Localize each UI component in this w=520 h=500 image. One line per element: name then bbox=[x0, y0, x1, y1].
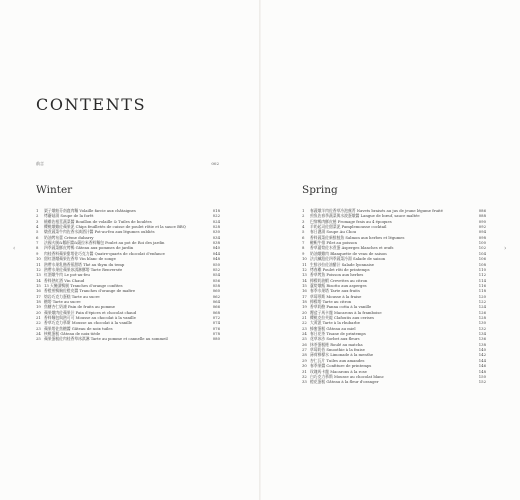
toc-entry-page: 144 bbox=[478, 357, 486, 363]
toc-entry-title: 熔岩巧克力蛋糕 Tarte au sucre bbox=[44, 293, 100, 299]
toc-entry-title: 生鮮沙拉佐油醋汁 Salade lyonnaise bbox=[310, 261, 375, 267]
toc-entry-number: 3 bbox=[302, 218, 305, 224]
toc-entry-number: 9 bbox=[36, 250, 39, 256]
toc-entry-number: 16 bbox=[302, 288, 307, 294]
toc-entry-number: 4 bbox=[36, 224, 39, 230]
toc-entry-number: 8 bbox=[36, 245, 39, 251]
toc-entry-title: 蘋果蛋糕佐肉桂香草冰淇淋 Tarte au pomme et cannelle au sommeil bbox=[44, 336, 168, 342]
toc-entry-title: 覆盆子馬卡龍 Macarons à la framboise bbox=[310, 309, 382, 315]
toc-entry-title: 奶油燉雞肉 Blanquette de veau de saison bbox=[310, 250, 387, 256]
toc-entry-title: 法式鹹派佐四季蔬菜冷湯 Salade de saison bbox=[310, 256, 386, 262]
toc-entry-page: 018 bbox=[212, 208, 220, 213]
toc-entry-page: 052 bbox=[212, 266, 220, 272]
toc-entry-title: 核桃蛋糕 Gâteau de noix tiède bbox=[44, 331, 101, 337]
toc-entry-title: 紅酒燉牛肉 Le pot-au-feu bbox=[44, 272, 90, 278]
toc-entry[interactable] bbox=[36, 336, 220, 341]
toc-entry-title: 香料蔬菜佐新鮮鮭魚 Salmon aux herbes et légumes bbox=[310, 234, 405, 240]
toc-entry-title: 肉桂香料蘋果甜塔佐巧克力醬 Quatre-quarts de chocolat d'enfance bbox=[44, 250, 165, 256]
toc-entry-title: 甜紅酒燉蘋果佐香草 Vin blanc de songe bbox=[44, 256, 116, 262]
toc-entry-number: 1 bbox=[36, 208, 39, 213]
toc-entry-title: 熱帶水果乳酪香蕉甜塔 Thé au thym du temp bbox=[44, 261, 125, 267]
toc-entry-page: 106 bbox=[478, 256, 486, 262]
toc-entry-number: 14 bbox=[36, 277, 41, 283]
toc-entry-title: 春季果醬 Confiture de printemps bbox=[310, 363, 372, 369]
toc-entry-number: 2 bbox=[36, 213, 39, 219]
toc-entry-page: 130 bbox=[478, 320, 486, 326]
preface-page: 002 bbox=[211, 161, 219, 166]
toc-entry-number: 13 bbox=[36, 272, 41, 278]
toc-entry-number: 12 bbox=[302, 266, 307, 272]
toc-entry-title: 煎魚佐春季蔬菜與水波蛋燉醬 Langue de bœuf, sauce maltée bbox=[310, 213, 420, 219]
section-heading-spring: Spring bbox=[302, 184, 338, 196]
toc-entry-number: 2 bbox=[302, 213, 305, 219]
toc-entry-number: 27 bbox=[302, 347, 307, 353]
toc-entry-page: 074 bbox=[212, 320, 220, 326]
toc-entry-number: 8 bbox=[302, 245, 305, 251]
toc-entry-title: 檸檬奶油蝦 Crevettes au citron bbox=[310, 277, 368, 283]
toc-entry-title: 橙花蛋糕 Gâteau à la fleur d'oranger bbox=[310, 379, 379, 385]
toc-entry-number: 7 bbox=[36, 240, 39, 246]
toc-entry-page: 066 bbox=[212, 304, 220, 310]
toc-entry-number: 19 bbox=[302, 304, 307, 310]
toc-entry-page: 040 bbox=[212, 245, 220, 251]
toc-entry-page: 024 bbox=[212, 218, 220, 224]
toc-entry-page: 104 bbox=[478, 250, 486, 256]
toc-entry-page: 138 bbox=[478, 341, 486, 347]
toc-entry-number: 18 bbox=[302, 298, 307, 304]
toc-entry-page: 072 bbox=[212, 315, 220, 320]
toc-entry-page: 118 bbox=[478, 288, 486, 294]
toc-entry-title: 香料熱紅酒 Vin Chaud bbox=[44, 277, 85, 283]
toc-entry-number: 15 bbox=[302, 282, 307, 288]
toc-entry-title: 櫻桃燉雞佐蘋果泥 Chips feuilletés de cuisse de poulet rôtie et la sauce BBQ bbox=[44, 224, 186, 230]
page-title: CONTENTS bbox=[36, 95, 147, 114]
preface-label: 前言 bbox=[36, 161, 44, 166]
toc-entry-title: 韃靼牛排 Filet au poisson bbox=[310, 240, 357, 246]
toc-entry-page: 102 bbox=[478, 245, 486, 251]
toc-entry-page: 078 bbox=[212, 331, 220, 337]
toc-entry-number: 22 bbox=[302, 320, 307, 326]
toc-entry-page: 124 bbox=[478, 304, 486, 310]
toc-entry-number: 5 bbox=[302, 229, 305, 235]
toc-entry-page: 060 bbox=[212, 288, 220, 294]
toc-entry-title: 檸檬塔 Tarte au citron bbox=[310, 298, 352, 304]
next-page-arrow-icon[interactable]: › bbox=[504, 245, 507, 252]
toc-entry-page: 142 bbox=[478, 352, 486, 358]
toc-entry-title: 春季水果塔 Tarte aux fruits bbox=[310, 288, 360, 294]
toc-entry-page: 044 bbox=[212, 250, 220, 256]
toc-entry-title: 香草烤魚 Poisson aux herbes bbox=[310, 272, 364, 278]
toc-entry-page: 030 bbox=[212, 229, 220, 235]
toc-entry-page: 114 bbox=[478, 277, 486, 283]
toc-entry-title: 四季蔬菜酥皮烤鴨 Gâteau aux pommes de jardin bbox=[44, 245, 134, 251]
toc-entry[interactable] bbox=[302, 379, 486, 384]
toc-entry-title: 蘋果塔佐焦糖醬 Gâteau de noix tuiles bbox=[44, 325, 113, 331]
toc-entry-page: 048 bbox=[212, 256, 220, 262]
toc-entry-title: 櫻桃克拉芙緹 Clafoutis aux cerises bbox=[310, 315, 375, 320]
toc-entry-page: 062 bbox=[212, 293, 220, 299]
toc-entry-title: 糖塔 Tarte au sucre bbox=[44, 298, 81, 304]
toc-entry-number: 7 bbox=[302, 240, 305, 246]
toc-entry-number: 28 bbox=[302, 352, 307, 358]
toc-entry-title: 法國火腿&鵝肝醬&薩拉米香料麵包 Poulet au pot de Roi des jardin bbox=[44, 240, 165, 246]
toc-entry-number: 23 bbox=[302, 325, 307, 331]
toc-entry-title: 香草巧克力慕斯 Mousse au chocolat à la vanille bbox=[44, 320, 133, 326]
toc-entry-page: 050 bbox=[212, 261, 220, 267]
toc-entry-title: 香草蘆筍佐水煮蛋 Asperges blanches et œufs bbox=[310, 245, 394, 251]
toc-entry-page: 140 bbox=[478, 347, 486, 353]
toc-entry-number: 15 bbox=[36, 282, 41, 288]
toc-entry-page: 088 bbox=[478, 213, 486, 219]
toc-entry-number: 14 bbox=[302, 277, 307, 283]
toc-entry-number: 16 bbox=[36, 288, 41, 294]
toc-entry-page: 150 bbox=[478, 373, 486, 379]
toc-entry-title: 春日花茶 Tisane de printemps bbox=[310, 331, 366, 337]
toc-entry-number: 24 bbox=[302, 331, 307, 337]
toc-entry-number: 32 bbox=[302, 373, 307, 379]
toc-entry-title: 香料麵包與熱可可 Mousse au chocolat à la vanille bbox=[44, 315, 136, 320]
toc-entry-number: 17 bbox=[302, 293, 307, 299]
toc-entry-page: 022 bbox=[212, 213, 220, 219]
toc-entry-number: 23 bbox=[36, 325, 41, 331]
toc-entry-title: 白巧克力慕斯 Mousse au chocolat blanc bbox=[310, 373, 384, 379]
toc-entry-page: 116 bbox=[478, 282, 486, 288]
toc-entry-page: 148 bbox=[478, 368, 486, 374]
toc-entry-page: 108 bbox=[478, 261, 486, 267]
toc-entry-page: 068 bbox=[212, 309, 220, 315]
toc-entry-number: 24 bbox=[36, 331, 41, 337]
toc-entry-page: 092 bbox=[478, 224, 486, 230]
toc-entry-page: 054 bbox=[212, 272, 220, 278]
toc-entry-page: 058 bbox=[212, 282, 220, 288]
toc-entry-title: 春蔬燉羊肉佐香草冷泡蕪菁 Navets braisés au jus de jeune légume fruité bbox=[310, 208, 443, 213]
toc-entry-number: 30 bbox=[302, 363, 307, 369]
toc-entry-number: 26 bbox=[302, 341, 307, 347]
toc-entry-title: 燒雞佐根莖蔬菜醬 Bouillon de volaille & Tuiles de boulées bbox=[44, 218, 152, 224]
toc-entry-title: 花草冰沙 Sorbet aux fleurs bbox=[310, 336, 360, 342]
toc-entry-page: 098 bbox=[478, 234, 486, 240]
toc-entry-page: 094 bbox=[478, 229, 486, 235]
toc-entry-title: 草莓慕斯 Mousse à la fraise bbox=[310, 293, 362, 299]
toc-entry-page: 126 bbox=[478, 309, 486, 315]
toc-entry-number: 10 bbox=[302, 256, 307, 262]
toc-entry-title: 玫瑰馬卡龍 Macarons à la rose bbox=[310, 368, 367, 374]
toc-entry-title: 巴黎鴨肉酥皮捲 Fromage frais au 4 époques bbox=[310, 218, 392, 224]
toc-entry-number: 25 bbox=[36, 336, 41, 342]
toc-entry-page: 132 bbox=[478, 325, 486, 331]
toc-entry-number: 17 bbox=[36, 293, 41, 299]
section-heading-winter: Winter bbox=[36, 184, 73, 196]
toc-entry-number: 21 bbox=[302, 315, 307, 320]
toc-entry-number: 22 bbox=[36, 320, 41, 326]
toc-entry-number: 21 bbox=[36, 315, 41, 320]
toc-entry-page: 090 bbox=[478, 218, 486, 224]
toc-entry-title: 抹茶蛋糕捲 Roulé au matcha bbox=[310, 341, 363, 347]
toc-entry-title: 奶油烤布蕾 Crème dubarry bbox=[44, 234, 94, 240]
toc-entry-number: 11 bbox=[302, 261, 307, 267]
toc-entry-number: 12 bbox=[36, 266, 41, 272]
toc-entry-number: 6 bbox=[36, 234, 39, 240]
toc-entry-number: 20 bbox=[302, 309, 307, 315]
toc-entry-title: 燉煮蔬菜牛肉佐香水滴酒汁醬 Pot-au-feu aux légumes oubliés bbox=[44, 229, 155, 235]
toc-entry-number: 25 bbox=[302, 336, 307, 342]
toc-entry-page: 056 bbox=[212, 277, 220, 283]
toc-entry-number: 19 bbox=[36, 304, 41, 310]
toc-entry-title: 蜂蜜蛋糕 Gâteau au miel bbox=[310, 325, 356, 331]
toc-entry-page: 100 bbox=[478, 240, 486, 246]
toc-entry-title: 香草奶酪 Panna cotta à la vanille bbox=[310, 304, 372, 310]
toc-entry-page: 152 bbox=[478, 379, 486, 385]
toc-entry-title: 蘆筍燉飯 Risotto aux asperges bbox=[310, 282, 367, 288]
toc-entry-title: 草莓奶昔 Smoothie à la fraise bbox=[310, 347, 365, 353]
toc-entry-page: 080 bbox=[212, 336, 220, 342]
toc-entry-number: 1 bbox=[302, 208, 305, 213]
toc-entry-title: 烤春雞 Poulet rôti de printemps bbox=[310, 266, 370, 272]
toc-entry-page: 122 bbox=[478, 298, 486, 304]
toc-entry-page: 128 bbox=[478, 315, 486, 320]
toc-entry-page: 038 bbox=[212, 240, 220, 246]
toc-entry-page: 120 bbox=[478, 293, 486, 299]
toc-entry-title: 杏仁瓦片 Tuiles aux amandes bbox=[310, 357, 365, 363]
toc-entry-title: 焦糖杏仁奶凍 Pain de fruits au pomme bbox=[44, 304, 116, 310]
toc-entry-title: 烤蘑菇湯 Soupe de la forêt bbox=[44, 213, 94, 219]
toc-entry-number: 31 bbox=[302, 368, 307, 374]
book-gutter bbox=[259, 0, 261, 500]
toc-entry-number: 29 bbox=[302, 357, 307, 363]
toc-entry-title: 蘋果燉肉佐蘋果汁 Pain d'épices et chocolat chaud bbox=[44, 309, 137, 315]
toc-entry-number: 13 bbox=[302, 272, 307, 278]
prev-page-arrow-icon[interactable]: ‹ bbox=[13, 245, 16, 252]
toc-entry-number: 11 bbox=[36, 261, 41, 267]
toc-entry-page: 076 bbox=[212, 325, 220, 331]
toc-entry-title: 熱帶水果佐蘋果冰淇淋酥塔 Tarte Renversée bbox=[44, 266, 123, 272]
toc-entry-number: 10 bbox=[36, 256, 41, 262]
preface-entry bbox=[36, 161, 219, 167]
toc-entry-number: 9 bbox=[302, 250, 305, 256]
toc-entry-title: 春日濃湯 Soupe Au Chou bbox=[310, 229, 357, 235]
toc-entry-page: 146 bbox=[478, 363, 486, 369]
toc-entry-number: 18 bbox=[36, 298, 41, 304]
toc-entry-title: 薄荷檸檬水 Limonade à la menthe bbox=[310, 352, 374, 358]
toc-entry-page: 112 bbox=[478, 272, 486, 278]
toc-entry-number: 3 bbox=[36, 218, 39, 224]
toc-entry-page: 064 bbox=[212, 298, 220, 304]
toc-entry-number: 4 bbox=[302, 224, 305, 230]
toc-entry-page: 134 bbox=[478, 331, 486, 337]
toc-entry-title: 香橙煎鴨胸佐橙皮醬 Tranches d'orange de maître bbox=[44, 288, 136, 294]
toc-entry-number: 20 bbox=[36, 309, 41, 315]
toc-entry-page: 034 bbox=[212, 234, 220, 240]
toc-entry-page: 136 bbox=[478, 336, 486, 342]
toc-entry-title: 栗子燉帕芬南鹿肉麵 Volaille farcie aux châtaignes bbox=[44, 208, 136, 213]
toc-entry-number: 6 bbox=[302, 234, 305, 240]
toc-entry-title: 羊奶起司佐甜菜泥 Pamplemousse cocktail bbox=[310, 224, 387, 230]
toc-entry-title: 13 天醃漬鴨腿 Tranches d'orange confites bbox=[44, 282, 123, 288]
toc-entry-title: 大黃派 Tarte à la rhubarbe bbox=[310, 320, 360, 326]
toc-entry-page: 086 bbox=[478, 208, 486, 213]
toc-entry-number: 33 bbox=[302, 379, 307, 385]
toc-entry-page: 110 bbox=[478, 266, 486, 272]
toc-entry-page: 028 bbox=[212, 224, 220, 230]
toc-entry-number: 5 bbox=[36, 229, 39, 235]
